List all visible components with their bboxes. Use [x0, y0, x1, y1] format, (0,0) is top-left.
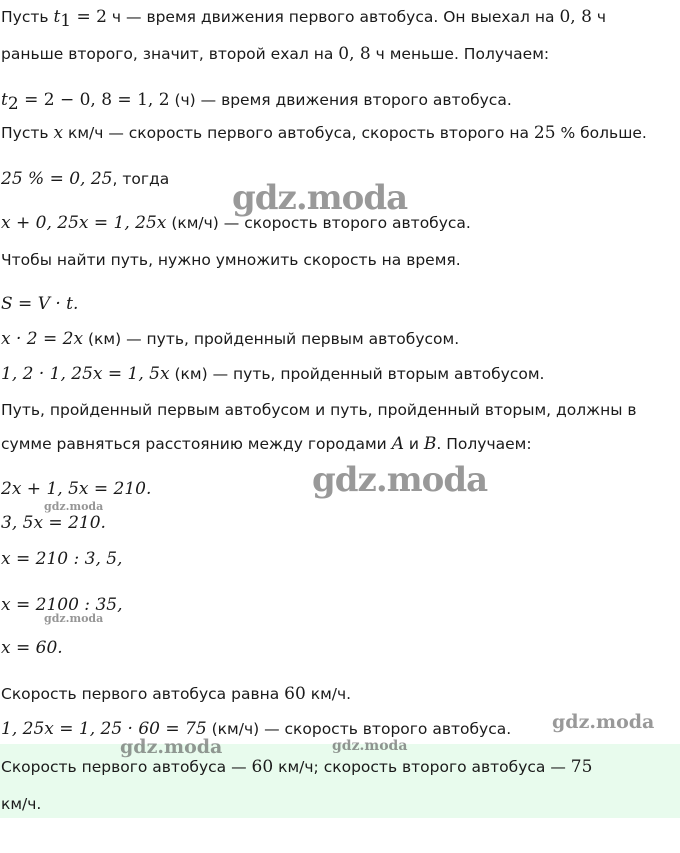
text-line-1: Пусть $t_1 = 2$ ч — время движения первого автобуса. Он выехал на 0, 8 ч	[1, 7, 606, 32]
watermark-1: gdz.moda	[232, 178, 408, 218]
text-line-16: x = 2100 : 35,	[1, 595, 123, 615]
text-line-10: 1, 2 · 1, 25x = 1, 5x (км) — путь, пройденный вторым автобусом.	[1, 364, 545, 384]
answer-line-2: км/ч.	[1, 795, 42, 813]
watermark-5: gdz.moda	[552, 711, 655, 733]
watermark-3: gdz.moda	[44, 500, 104, 513]
text-line-5: 25 % = 0, 25, тогда	[1, 169, 170, 189]
text-line-7: Чтобы найти путь, нужно умножить скорость на время.	[1, 251, 461, 269]
watermark-7: gdz.moda	[332, 738, 408, 754]
text-line-18: Скорость первого автобуса равна 60 км/ч.	[1, 684, 352, 704]
watermark-4: gdz.moda	[44, 612, 104, 625]
text-line-8: S = V · t.	[1, 294, 79, 314]
text-line-15: x = 210 : 3, 5,	[1, 549, 123, 569]
text-line-14: 3, 5x = 210.	[1, 513, 106, 533]
text-line-11: Путь, пройденный первым автобусом и путь, пройденный вторым, должны в	[1, 401, 637, 419]
watermark-6: gdz.moda	[120, 736, 223, 758]
text-line-17: x = 60.	[1, 638, 63, 658]
text-line-12: сумме равняться расстоянию между городами A и B. Получаем:	[1, 434, 532, 454]
text-line-2: раньше второго, значит, второй ехал на 0, 8 ч меньше. Получаем:	[1, 44, 550, 64]
text-line-4: Пусть x км/ч — скорость первого автобуса, скорость второго на 25 % больше.	[1, 123, 647, 143]
text-line-13: 2x + 1, 5x = 210.	[1, 479, 152, 499]
text-line-6: x + 0, 25x = 1, 25x (км/ч) — скорость второго автобуса.	[1, 213, 471, 233]
text-line-3: $t_2 = 2 - 0$, 8 = 1, 2 (ч) — время движения второго автобуса.	[1, 90, 512, 115]
watermark-2: gdz.moda	[312, 460, 488, 500]
text-line-19: 1, 25x = 1, 25 · 60 = 75 (км/ч) — скорость второго автобуса.	[1, 719, 512, 739]
answer-line-1: Скорость первого автобуса — 60 км/ч; скорость второго автобуса — 75	[1, 757, 593, 777]
text-line-9: x · 2 = 2x (км) — путь, пройденный первым автобусом.	[1, 329, 460, 349]
